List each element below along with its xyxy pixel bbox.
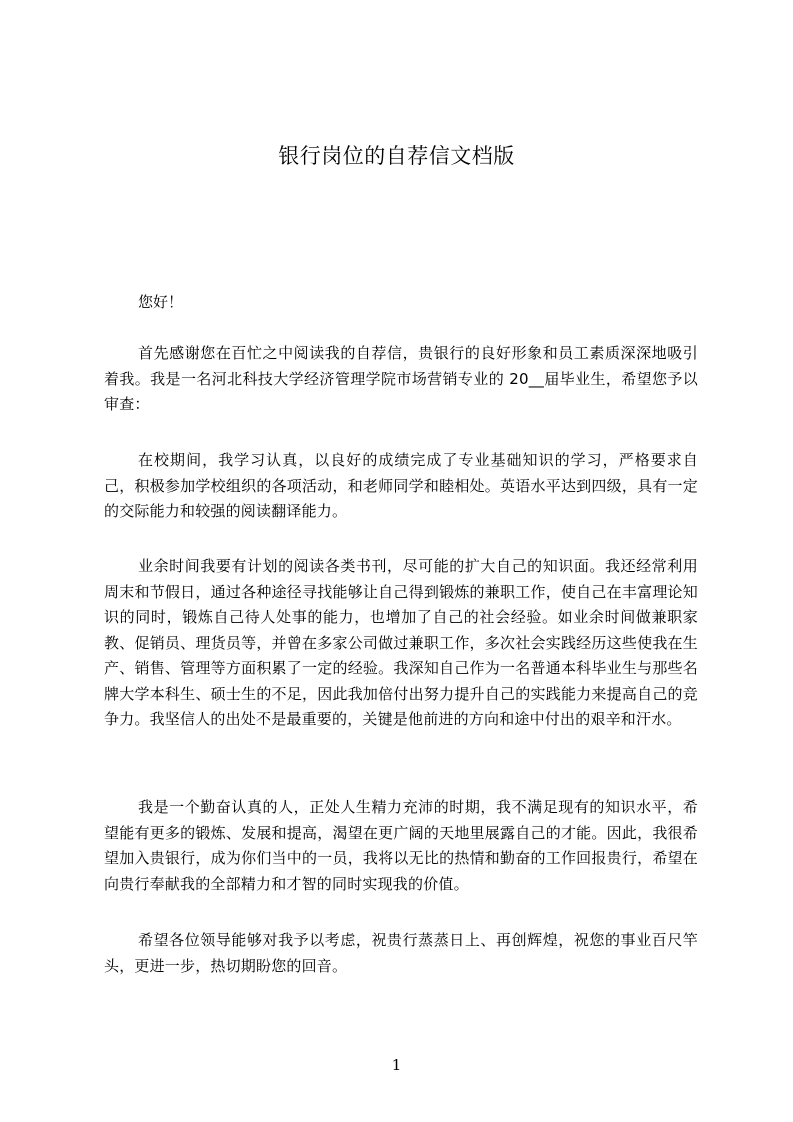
page-number: 1 — [391, 1056, 402, 1074]
paragraph-intro: 首先感谢您在百忙之中阅读我的自荐信，贵银行的良好形象和员工素质深深地吸引着我。我是一名河北科技大学经济管理学院市场营销专业的 20__届毕业生，希望您予以审查： — [104, 344, 698, 413]
document-title: 银行岗位的自荐信文档版 — [278, 144, 515, 168]
paragraph-experience: 业余时间我要有计划的阅读各类书刊，尽可能的扩大自己的知识面。我还经常利用周末和节假日，通过各种途径寻找能够让自己得到锻炼的兼职工作，使自己在丰富理论知识的同时，锻炼自己待人处事的能力，也增加了自己的社会经验。如业余时间做兼职家教、促销员、理货员等，并曾在多家公司做过兼职工作，多次社会实践经历这些使我在生产、销售、管理等方面积累了一定的经验。我深知自己作为一名普通本科毕业生与那些名牌大学本科生、硕士生的不足，因此我加倍付出努力提升自己的实践能力来提高自己的竞争力。我坚信人的出处不是最重要的，关键是他前进的方向和途中付出的艰辛和汗水。 — [104, 557, 698, 728]
paragraph-school: 在校期间，我学习认真，以良好的成绩完成了专业基础知识的学习，严格要求自己，积极参加学校组织的各项活动，和老师同学和睦相处。英语水平达到四级，具有一定的交际能力和较强的阅读翻译能力。 — [104, 451, 698, 520]
paragraph-closing: 希望各位领导能够对我予以考虑，祝贵行蒸蒸日上、再创辉煌，祝您的事业百尺竿头，更进一步，热切期盼您的回音。 — [104, 931, 698, 975]
greeting: 您好！ — [138, 293, 184, 311]
paragraph-character: 我是一个勤奋认真的人，正处人生精力充沛的时期，我不满足现有的知识水平，希望能有更多的锻炼、发展和提高，渴望在更广阔的天地里展露自己的才能。因此，我很希望加入贵银行，成为你们当中的一员，我将以无比的热情和勤奋的工作回报贵行，希望在向贵行奉献我的全部精力和才智的同时实现我的价值。 — [104, 798, 698, 893]
